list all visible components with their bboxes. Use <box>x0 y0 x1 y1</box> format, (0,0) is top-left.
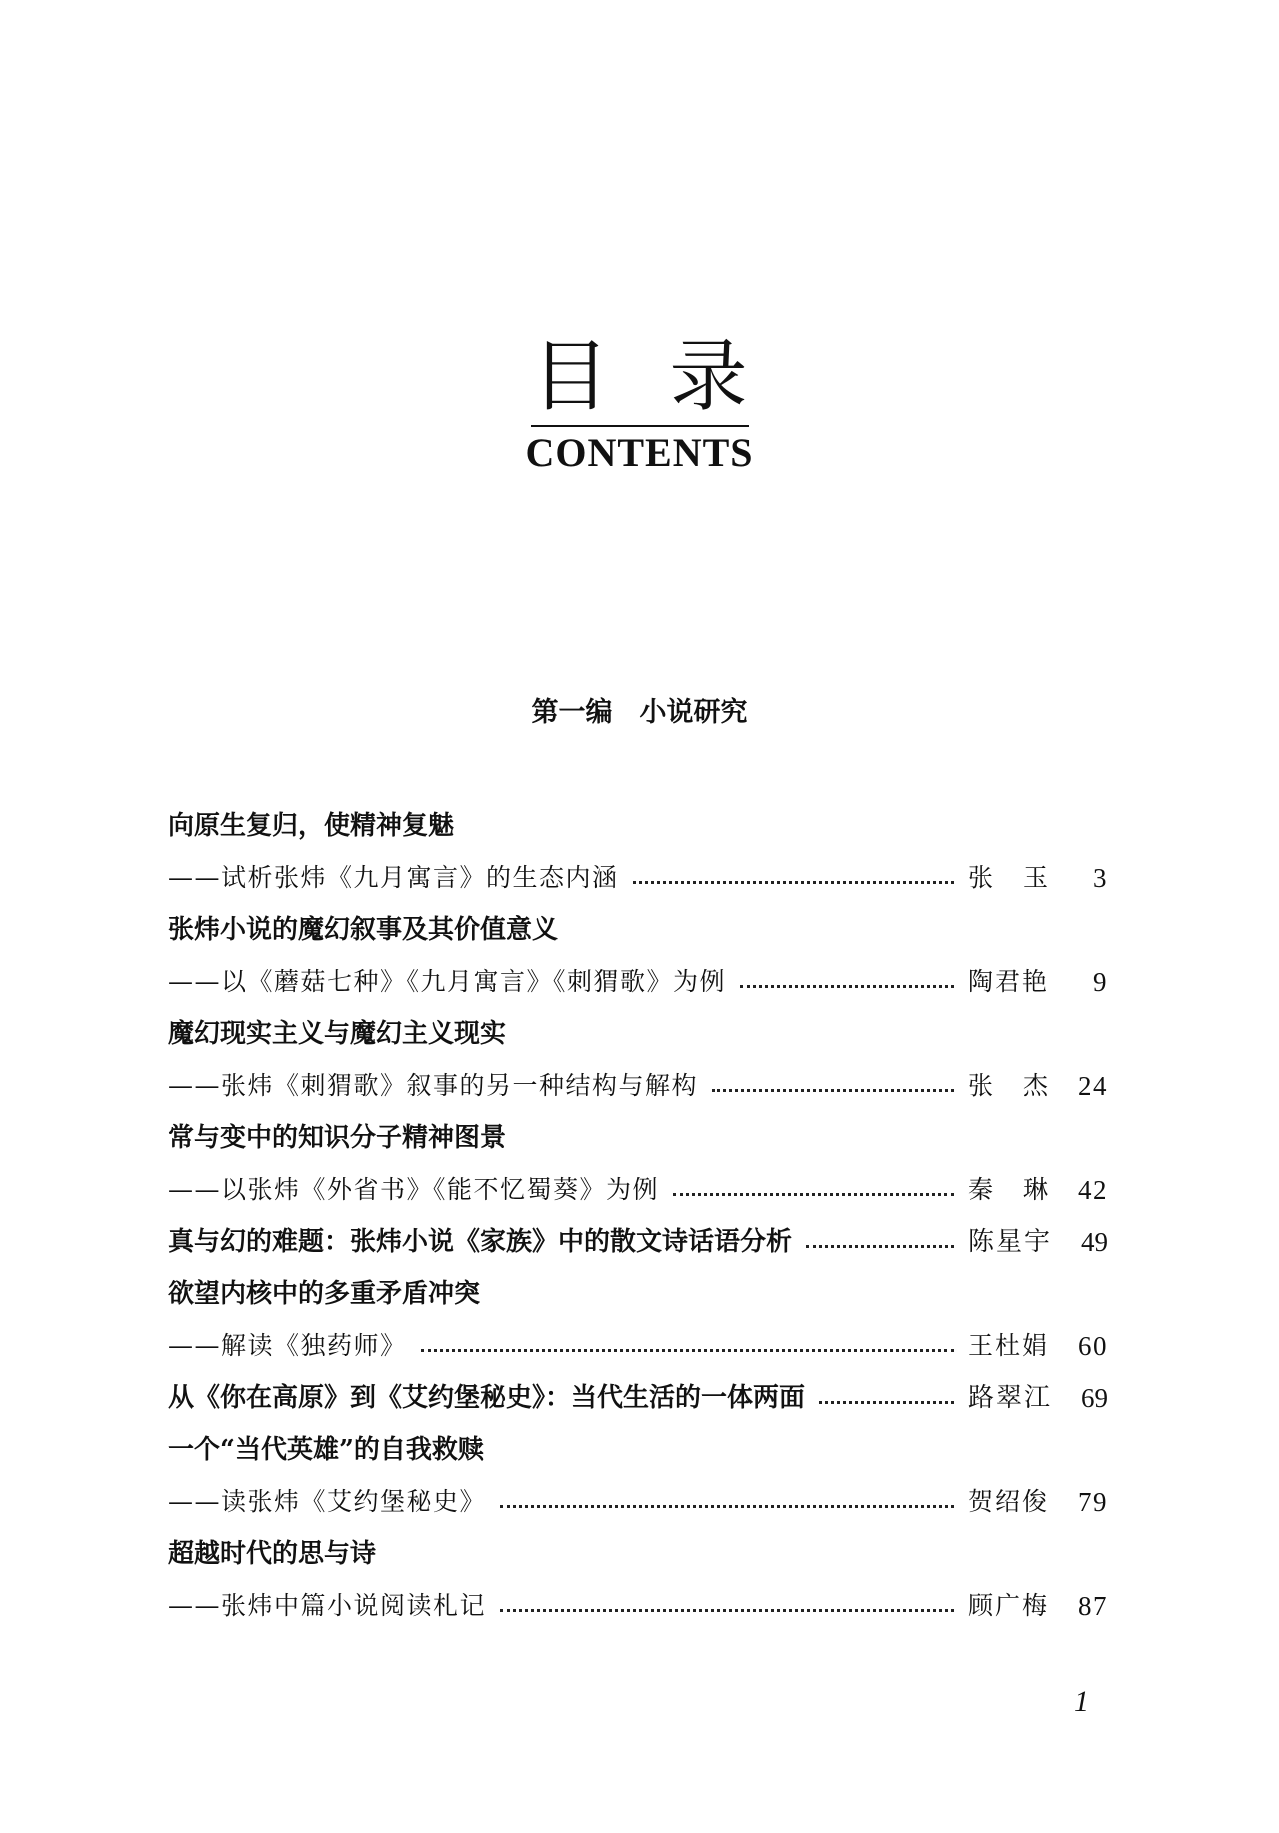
entry-title: 向原生复归，使精神复魅 <box>168 811 455 841</box>
entry-author: 陈星宇 <box>968 1227 1053 1257</box>
toc-entry-subtitle[interactable] <box>168 956 1108 1008</box>
entry-title: 一个“当代英雄”的自我救赎 <box>168 1435 484 1465</box>
entry-title: 超越时代的思与诗 <box>168 1539 377 1569</box>
toc-entry-subtitle[interactable] <box>168 1060 1108 1112</box>
entry-page-number: 87 <box>1078 1591 1108 1621</box>
entry-subtitle: ——以《蘑菇七种》《九月寓言》《刺猬歌》为例 <box>168 967 727 996</box>
toc-entry-subtitle[interactable] <box>168 1164 1108 1216</box>
toc-entry-title[interactable] <box>168 800 1108 852</box>
toc-entry-title[interactable] <box>168 1268 1108 1320</box>
dot-leader <box>806 1245 954 1248</box>
toc-entry-title[interactable] <box>168 1112 1108 1164</box>
toc-header <box>0 332 1279 476</box>
toc-entry-title[interactable] <box>168 1008 1108 1060</box>
toc-list <box>168 800 1108 1632</box>
entry-page-number: 69 <box>1081 1383 1108 1413</box>
entry-page-number: 9 <box>1093 967 1108 997</box>
entry-author: 顾广梅 <box>968 1591 1050 1620</box>
toc-entry-title[interactable] <box>168 1528 1108 1580</box>
toc-entry-subtitle[interactable] <box>168 1320 1108 1372</box>
entry-subtitle: ——张炜中篇小说阅读札记 <box>168 1591 487 1620</box>
toc-entry-title[interactable] <box>168 1372 1108 1424</box>
entry-title: 魔幻现实主义与魔幻主义现实 <box>168 1019 507 1049</box>
entry-author: 张玉 <box>968 863 1079 892</box>
entry-subtitle: ——以张炜《外省书》《能不忆蜀葵》为例 <box>168 1175 660 1204</box>
entry-page-number: 60 <box>1078 1331 1108 1361</box>
entry-author: 路翠江 <box>968 1383 1053 1413</box>
dot-leader <box>712 1089 954 1092</box>
entry-title: 常与变中的知识分子精神图景 <box>168 1123 507 1153</box>
entry-author: 张杰 <box>968 1071 1079 1100</box>
entry-author: 贺绍俊 <box>968 1487 1050 1516</box>
entry-page-number: 49 <box>1081 1227 1108 1257</box>
entry-page-number: 42 <box>1078 1175 1108 1205</box>
toc-entry-title[interactable] <box>168 904 1108 956</box>
entry-subtitle: ——张炜《刺猬歌》叙事的另一种结构与解构 <box>168 1071 699 1100</box>
dot-leader <box>421 1349 954 1352</box>
entry-subtitle: ——读张炜《艾约堡秘史》 <box>168 1487 487 1516</box>
entry-title: 张炜小说的魔幻叙事及其价值意义 <box>168 915 559 945</box>
toc-entry-subtitle[interactable] <box>168 1476 1108 1528</box>
entry-author: 陶君艳 <box>968 967 1050 996</box>
dot-leader <box>819 1401 954 1404</box>
entry-subtitle: ——解读《独药师》 <box>168 1331 407 1360</box>
entry-title: 欲望内核中的多重矛盾冲突 <box>168 1279 481 1309</box>
toc-entry-subtitle[interactable] <box>168 852 1108 904</box>
dot-leader <box>633 881 954 884</box>
dot-leader <box>500 1505 954 1508</box>
section-heading: 第一编 小说研究 <box>531 697 748 728</box>
entry-author: 王杜娟 <box>968 1331 1050 1360</box>
title-rule <box>531 425 749 427</box>
entry-page-number: 24 <box>1078 1071 1108 1101</box>
toc-entry-subtitle[interactable] <box>168 1580 1108 1632</box>
entry-subtitle: ——试析张炜《九月寓言》的生态内涵 <box>168 863 619 892</box>
entry-page-number: 3 <box>1093 863 1108 893</box>
toc-entry-title[interactable] <box>168 1216 1108 1268</box>
page-title-english: CONTENTS <box>525 430 754 475</box>
entry-title: 从《你在高原》到《艾约堡秘史》：当代生活的一体两面 <box>168 1383 806 1413</box>
page-title: 目录 <box>531 332 808 422</box>
entry-title: 真与幻的难题：张炜小说《家族》中的散文诗话语分析 <box>168 1227 793 1257</box>
dot-leader <box>673 1193 954 1196</box>
dot-leader <box>740 985 954 988</box>
entry-page-number: 79 <box>1078 1487 1108 1517</box>
toc-entry-title[interactable] <box>168 1424 1108 1476</box>
page-folio: 1 <box>1074 1685 1089 1718</box>
dot-leader <box>500 1609 954 1612</box>
entry-author: 秦琳 <box>968 1175 1079 1204</box>
